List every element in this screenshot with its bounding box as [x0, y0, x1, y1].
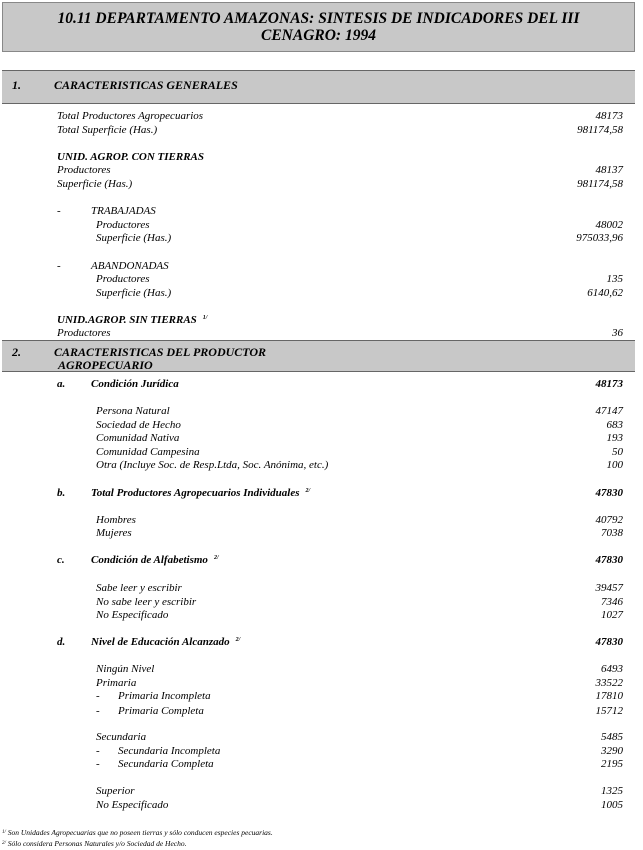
- item-label: Primaria: [96, 677, 137, 689]
- item-dash: -: [96, 705, 100, 717]
- item-value: 7346: [601, 596, 623, 608]
- list-item: [96, 432, 623, 445]
- item-dash: -: [96, 690, 100, 702]
- item-value: 3290: [601, 745, 623, 757]
- list-item: [96, 785, 623, 798]
- item-value: 50: [612, 446, 623, 458]
- item-dash: -: [96, 758, 100, 770]
- list-item: [96, 514, 623, 527]
- footnote-ref: 2/: [235, 637, 241, 643]
- trabajadas-productores-row: Productores 48002: [96, 219, 623, 231]
- con-tierras-superficie-row: Superficie (Has.) 981174,58: [57, 178, 623, 190]
- item-label: Primaria Completa: [118, 705, 204, 717]
- label: Total Superficie (Has.): [57, 124, 158, 136]
- item-label: Ningún Nivel: [96, 663, 155, 675]
- value: 48173: [595, 110, 623, 122]
- item-value: 100: [606, 459, 623, 471]
- item-value: 7038: [601, 527, 623, 539]
- item-value: 5485: [601, 731, 623, 743]
- item-value: 40792: [595, 514, 623, 526]
- item-label: Hombres: [96, 514, 136, 526]
- item-label: Superior: [96, 785, 135, 797]
- list-item: [96, 677, 623, 690]
- footnote-ref: 2/: [213, 555, 219, 561]
- con-tierras-productores-row: Productores 48137: [57, 164, 623, 176]
- item-value: 17810: [595, 690, 623, 702]
- item-value: 47147: [595, 405, 623, 417]
- group-c-header: c. Condición de Alfabetismo $^{2/}$ 47830: [57, 554, 623, 566]
- item-label: Mujeres: [96, 527, 132, 539]
- list-item: [96, 731, 623, 744]
- item-dash: -: [96, 745, 100, 757]
- item-value: 1005: [601, 799, 623, 811]
- section-1-number: 1.: [12, 78, 21, 92]
- list-item: [96, 419, 623, 432]
- group-a-header: a. Condición Jurídica 48173: [57, 378, 623, 390]
- item-value: 15712: [595, 705, 623, 717]
- item-label: Sociedad de Hecho: [96, 419, 181, 431]
- list-item: [96, 405, 623, 418]
- section-1-header: [2, 70, 635, 104]
- section-2-title-line1: CARACTERISTICAS DEL PRODUCTOR: [54, 345, 267, 359]
- trabajadas-superficie-row: Superficie (Has.) 975033,96: [96, 232, 623, 244]
- section-2-header: [2, 340, 635, 372]
- list-item: [96, 705, 623, 718]
- item-label: Persona Natural: [96, 405, 170, 417]
- item-label: Secundaria Incompleta: [118, 745, 221, 757]
- item-label: Sabe leer y escribir: [96, 582, 182, 594]
- item-value: 33522: [595, 677, 623, 689]
- list-item: [96, 609, 623, 622]
- title-bar: [2, 2, 635, 52]
- list-item: [96, 799, 623, 812]
- total-productores-row: [57, 110, 623, 123]
- con-tierras-heading: UNID. AGROP. CON TIERRAS: [57, 151, 205, 163]
- item-value: 1027: [601, 609, 623, 621]
- group-d-header: d. Nivel de Educación Alcanzado $^{2/}$ 47830: [57, 636, 623, 648]
- group-b-header: b. Total Productores Agropecuarios Individuales $^{2/}$ 47830: [57, 487, 623, 499]
- label: Total Productores Agropecuarios: [57, 110, 204, 122]
- item-value: 193: [606, 432, 623, 444]
- value: 981174,58: [577, 124, 623, 136]
- item-value: 39457: [595, 582, 623, 594]
- item-label: No Especificado: [96, 609, 169, 621]
- footnote-ref: 2/: [305, 488, 311, 494]
- list-item: [96, 527, 623, 540]
- sin-tierras-heading: UNID.AGROP. SIN TIERRAS $^{1/}$: [57, 314, 208, 326]
- list-item: [96, 745, 623, 758]
- list-item: [96, 582, 623, 595]
- footnote-ref: 1/: [202, 315, 208, 321]
- item-value: 2195: [601, 758, 623, 770]
- footnote-2: $^{2/}$ Sólo considera Personas Naturales y/o Sociedad de Hecho.: [2, 839, 187, 848]
- item-value: 6493: [601, 663, 623, 675]
- item-label: Comunidad Campesina: [96, 446, 200, 458]
- abandonadas-superficie-row: Superficie (Has.) 6140,62: [96, 287, 623, 299]
- list-item: [96, 758, 623, 771]
- item-label: Comunidad Nativa: [96, 432, 180, 444]
- list-item: [96, 446, 623, 459]
- total-superficie-row: [57, 124, 623, 137]
- section-1-title: CARACTERISTICAS GENERALES: [54, 78, 238, 92]
- item-label: Primaria Incompleta: [118, 690, 211, 702]
- section-2-number: 2.: [12, 345, 21, 359]
- list-item: [96, 690, 623, 703]
- item-label: No Especificado: [96, 799, 169, 811]
- item-label: Secundaria: [96, 731, 147, 743]
- list-item: [96, 663, 623, 676]
- list-item: [96, 596, 623, 609]
- page-title-line1: 10.11 DEPARTAMENTO AMAZONAS: SINTESIS DE INDICADORES DEL III: [57, 10, 580, 27]
- item-label: Otra (Incluye Soc. de Resp.Ltda, Soc. Anónima, etc.): [96, 459, 329, 471]
- item-value: 1325: [601, 785, 623, 797]
- abandonadas-heading: - ABANDONADAS: [57, 260, 169, 272]
- item-label: Secundaria Completa: [118, 758, 214, 770]
- abandonadas-productores-row: Productores 135: [96, 273, 623, 285]
- page-title-line2: CENAGRO: 1994: [261, 27, 376, 44]
- footnote-1: $^{1/}$ Son Unidades Agropecuarias que no poseen tierras y sólo conducen especies pecuarias.: [2, 828, 273, 837]
- item-value: 683: [606, 419, 623, 431]
- section-2-title-line2: AGROPECUARIO: [58, 358, 153, 372]
- sin-tierras-productores-row: Productores 36: [57, 327, 623, 339]
- trabajadas-heading: - TRABAJADAS: [57, 205, 156, 217]
- list-item: [96, 459, 623, 472]
- item-label: No sabe leer y escribir: [96, 596, 197, 608]
